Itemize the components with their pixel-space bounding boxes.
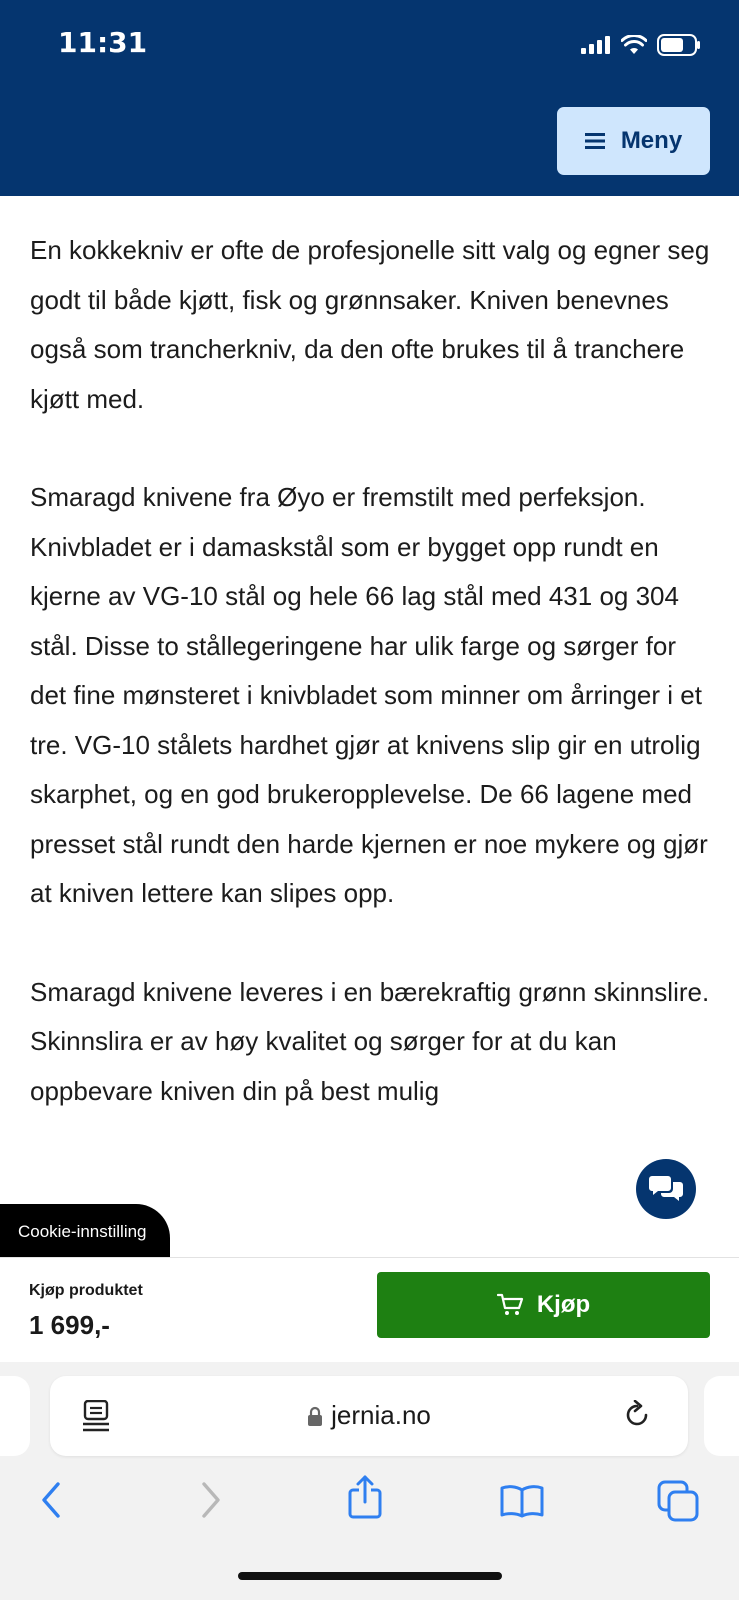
product-price: 1 699,- — [29, 1310, 110, 1340]
cookie-settings-button[interactable]: Cookie-innstilling — [0, 1204, 170, 1262]
description-paragraph: Knivbladet er i damaskstål som er bygget opp rundt en kjerne av VG-10 stål og hele 66 lag stål med 431 og 304 stål. Disse to stållegeringene har ulik farge og sørger for det fine mønsteret i knivbladet som minner om årringer i et tre. VG-10 stålets hardhet gjør at knivens slip gir en utrolig skarphet, og en god brukeropplevelse. De 66 lagene med presset stål rundt den harde kjernen er noe mykere og gjør at kniven lettere kan slipes opp. — [30, 531, 708, 908]
forward-icon[interactable] — [198, 1480, 224, 1520]
tabs-icon[interactable] — [657, 1480, 699, 1522]
browser-chrome — [0, 1362, 739, 1600]
product-description — [30, 226, 715, 1116]
next-tab-preview[interactable] — [704, 1376, 739, 1456]
hamburger-icon — [585, 133, 605, 149]
site-header — [0, 0, 739, 196]
description-paragraph: Smaragd knivene leveres i en bærekraftig grønn skinnslire. Skinnslira er av høy kvalitet og sørger for at du kan oppbevare kniven din på best mulig — [30, 976, 710, 1106]
cart-icon — [497, 1293, 525, 1317]
address-bar[interactable] — [50, 1376, 688, 1456]
buy-button[interactable] — [377, 1272, 710, 1338]
status-icons — [581, 34, 701, 56]
url-text: jernia.no — [331, 1400, 431, 1430]
bookmarks-icon[interactable] — [500, 1484, 544, 1518]
buy-label: Kjøp produktet — [29, 1282, 143, 1299]
menu-button[interactable] — [557, 107, 710, 175]
description-paragraph: Smaragd knivene fra Øyo er fremstilt med perfeksjon. — [30, 482, 646, 512]
status-time: 11:31 — [58, 26, 148, 59]
menu-label: Meny — [620, 127, 683, 154]
buy-bar — [0, 1257, 739, 1363]
url-display[interactable] — [50, 1400, 688, 1431]
reload-icon[interactable] — [622, 1400, 652, 1430]
wifi-icon — [621, 35, 647, 55]
buy-button-label: Kjøp — [536, 1291, 591, 1318]
battery-icon — [657, 34, 701, 56]
lock-icon — [307, 1406, 323, 1426]
description-paragraph: En kokkekniv er ofte de profesjonelle sitt valg og egner seg godt til både kjøtt, fisk og grønnsaker. Kniven benevnes også som trancherkniv, da den ofte brukes til å tranchere kjøtt med. — [30, 235, 710, 414]
chat-button[interactable] — [636, 1159, 696, 1219]
signal-icon — [581, 36, 611, 54]
share-icon[interactable] — [347, 1474, 383, 1520]
home-indicator — [238, 1572, 502, 1580]
previous-tab-preview[interactable] — [0, 1376, 30, 1456]
chat-bubbles-icon — [649, 1174, 683, 1204]
back-icon[interactable] — [38, 1480, 64, 1520]
